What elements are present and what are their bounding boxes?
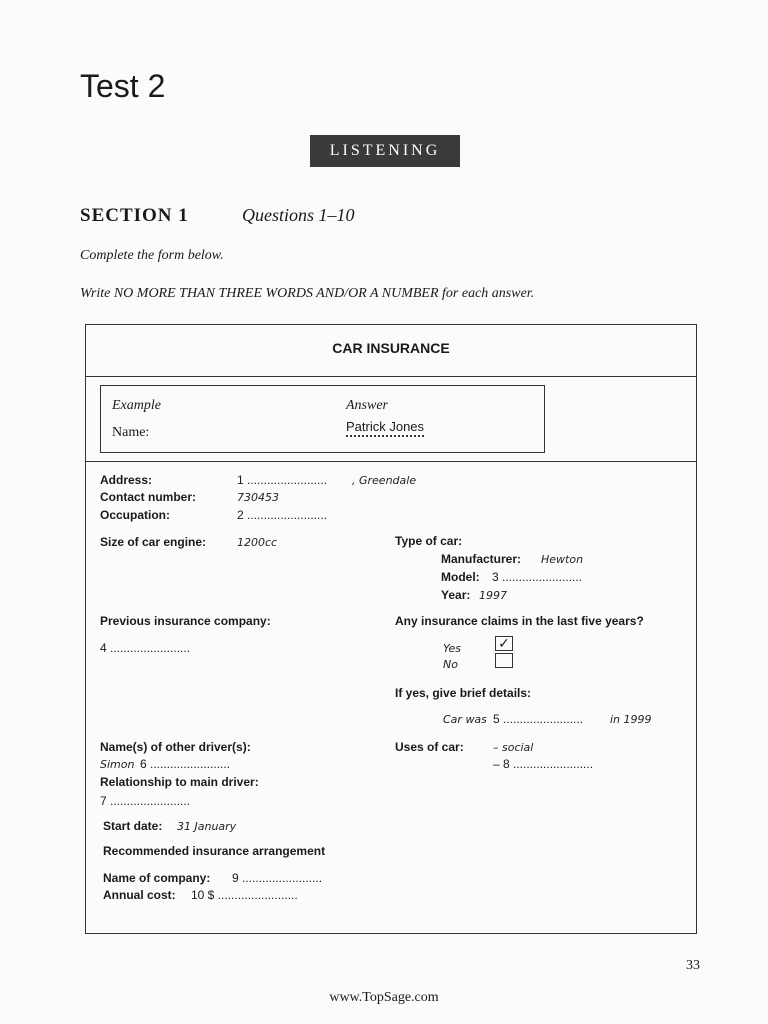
details-suffix: in 1999: [610, 713, 652, 726]
address-suffix: , Greendale: [352, 474, 417, 487]
example-label: Example: [112, 398, 161, 413]
instruction-word-limit: Write NO MORE THAN THREE WORDS AND/OR A NUMBER for each answer.: [80, 286, 535, 301]
recommended-heading: Recommended insurance arrangement: [103, 844, 326, 858]
start-date-label: Start date:: [103, 819, 163, 833]
details-label: If yes, give brief details:: [395, 686, 532, 700]
example-divider: [85, 461, 697, 462]
example-box: [100, 385, 545, 453]
company-name-label: Name of company:: [103, 871, 211, 885]
year-label: Year:: [441, 588, 471, 602]
use-social: – social: [493, 741, 534, 754]
year-value: 1997: [479, 589, 507, 602]
section-heading: SECTION 1: [80, 205, 189, 226]
engine-size-label: Size of car engine:: [100, 535, 207, 549]
answer-blank-5[interactable]: 5 ........................: [493, 712, 584, 726]
example-name-answer: Patrick Jones: [346, 419, 424, 437]
details-prefix: Car was: [443, 713, 487, 726]
checkmark-icon: ✓: [498, 635, 510, 652]
page-number: 33: [686, 958, 700, 973]
yes-label: Yes: [443, 642, 462, 655]
engine-size-value: 1200cc: [237, 536, 278, 549]
no-checkbox[interactable]: [495, 653, 513, 668]
uses-of-car-label: Uses of car:: [395, 740, 464, 754]
page-title: Test 2: [80, 68, 166, 104]
annual-cost-label: Annual cost:: [103, 888, 176, 902]
model-label: Model:: [441, 570, 480, 584]
instruction-complete-form: Complete the form below.: [80, 248, 224, 263]
relationship-label: Relationship to main driver:: [100, 775, 259, 789]
address-label: Address:: [100, 473, 153, 487]
claims-question-label: Any insurance claims in the last five years?: [395, 614, 644, 628]
contact-number-value: 730453: [237, 491, 279, 504]
previous-company-label: Previous insurance company:: [100, 614, 271, 628]
form-title: CAR INSURANCE: [332, 340, 450, 356]
other-drivers-label: Name(s) of other driver(s):: [100, 740, 251, 754]
answer-blank-9[interactable]: 9 ........................: [232, 871, 323, 885]
example-name-label: Name:: [112, 425, 150, 440]
answer-blank-7[interactable]: 7 ........................: [100, 794, 191, 808]
yes-checkbox[interactable]: [495, 636, 513, 651]
answer-blank-8[interactable]: – 8 ........................: [493, 757, 594, 771]
answer-blank-6[interactable]: 6 ........................: [140, 757, 231, 771]
occupation-label: Occupation:: [100, 508, 171, 522]
listening-banner: LISTENING: [310, 135, 460, 167]
manufacturer-value: Hewton: [541, 553, 584, 566]
other-driver-name: Simon: [100, 758, 135, 771]
answer-blank-1[interactable]: 1 ........................: [237, 473, 328, 487]
no-label: No: [443, 658, 458, 671]
answer-blank-4[interactable]: 4 ........................: [100, 641, 191, 655]
start-date-value: 31 January: [177, 820, 237, 833]
answer-blank-3[interactable]: 3 ........................: [492, 570, 583, 584]
answer-blank-10[interactable]: 10 $ ........................: [191, 888, 298, 902]
type-of-car-label: Type of car:: [395, 534, 463, 548]
manufacturer-label: Manufacturer:: [441, 552, 522, 566]
contact-number-label: Contact number:: [100, 490, 196, 504]
footer-url[interactable]: www.TopSage.com: [329, 990, 439, 1005]
questions-range: Questions 1–10: [242, 205, 355, 225]
answer-label: Answer: [346, 398, 388, 413]
form-header-divider: [85, 376, 697, 377]
answer-blank-2[interactable]: 2 ........................: [237, 508, 328, 522]
